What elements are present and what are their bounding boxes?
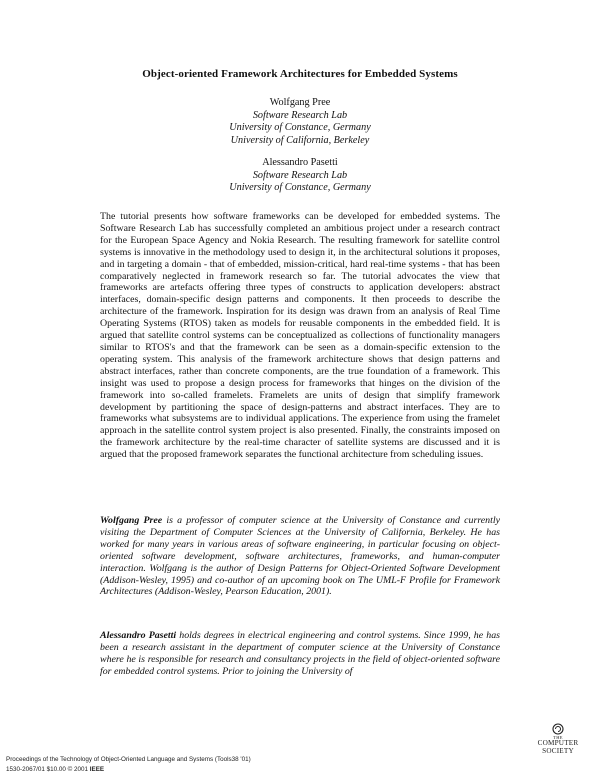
author-affiliation: University of California, Berkeley bbox=[230, 134, 370, 146]
bio-paragraph-pree bbox=[100, 515, 500, 598]
author-affiliation: Software Research Lab bbox=[252, 169, 348, 181]
author-affiliation: Software Research Lab bbox=[252, 109, 348, 121]
author-affiliation: University of Constance, Germany bbox=[229, 122, 371, 133]
logo-computer: COMPUTER bbox=[537, 739, 579, 747]
author-name: Wolfgang Pree bbox=[269, 97, 331, 108]
author-block-pree bbox=[0, 97, 600, 147]
author-affiliation: University of Constance, Germany bbox=[229, 182, 371, 193]
bio-text: is a professor of computer science at the University of Constance and currently visiting the Department of Computer Sciences at the University of California, Berkeley. He has worked for many years in various areas of software engineering, in particular focusing on object-oriented software development, software architectures, frameworks, and human-computer interaction. Wolfgang is the author of Design Patterns for Object-Oriented Software Development (Addison-Wesley, 1995) and co-author of an upcoming book on The UML-F Profile for Framework Architectures (Addison-Wesley, Pearson Education, 2001). bbox=[100, 515, 500, 598]
author-name: Alessandro Pasetti bbox=[262, 157, 338, 168]
computer-society-logo bbox=[528, 723, 588, 755]
bio-text: holds degrees in electrical engineering and control systems. Since 1999, he has been a research assistant in the department of computer science at the University of Constance where he is responsible for research and consultancy projects in the field of object-oriented software for embedded control systems. Prior to joining the University of bbox=[100, 630, 500, 677]
bio-paragraph-pasetti bbox=[100, 630, 500, 678]
footer-proceedings: Proceedings of the Technology of Object-Oriented Language and Systems (Tools38 '01) bbox=[6, 756, 251, 763]
footer-copyright bbox=[6, 766, 104, 774]
footer-issn: 1530-2067/01 $10.00 © 2001 bbox=[6, 766, 90, 773]
footer-publisher: IEEE bbox=[89, 766, 105, 773]
paper-title: Object-oriented Framework Architectures for Embedded Systems bbox=[142, 68, 458, 80]
bio-name: Wolfgang Pree bbox=[100, 515, 163, 526]
computer-society-emblem-icon bbox=[551, 723, 565, 735]
logo-the: THE bbox=[553, 735, 563, 740]
abstract-paragraph: The tutorial presents how software frameworks can be developed for embedded systems. The Software Research Lab has successfully completed an ambitious project under a research contract for the European Space Agency and Nokia Research. The resulting framework for satellite control systems is innovative in the methodology used to design it, in the architectural solutions it proposes, and in targeting a domain - that of embedded, mission-critical, hard real-time systems - that has been comparatively neglected in framework research so far. The tutorial advocates the view that frameworks are artefacts offering three types of constructs to application developers: abstract interfaces, domain-specific design patterns and components. It then proceeds to describe the architecture of the framework. Inspiration for its design was drawn from an analysis of Real Time Operating Systems (RTOS) taken as models for reusable components in the embedded field. It is argued that satellite control systems can be conceptualized as collections of functionality managers similar to RTOS's and that the framework can be seen as a domain-specific extension to the operating system. This analysis of the framework architecture shows that design patterns and abstract interfaces, rather than concrete components, are the true foundation of a framework. This insight was used to propose a design process for frameworks that hinges on the division of the framework into so-called framelets. Framelets are units of design that simplify framework development by partitioning the space of design-patterns and abstract interfaces. They are to frameworks what subsystems are to individual applications. The experience from using the framelet approach in the satellite control system project is also presented. Finally, the constraints imposed on the framework architecture by the real-time character of satellite systems are discussed and it is argued that the proposed framework separates the functional architecture from scheduling issues. bbox=[100, 211, 500, 461]
author-block-pasetti bbox=[0, 157, 600, 195]
logo-society: SOCIETY bbox=[542, 746, 574, 755]
bio-name: Alessandro Pasetti bbox=[100, 630, 177, 641]
